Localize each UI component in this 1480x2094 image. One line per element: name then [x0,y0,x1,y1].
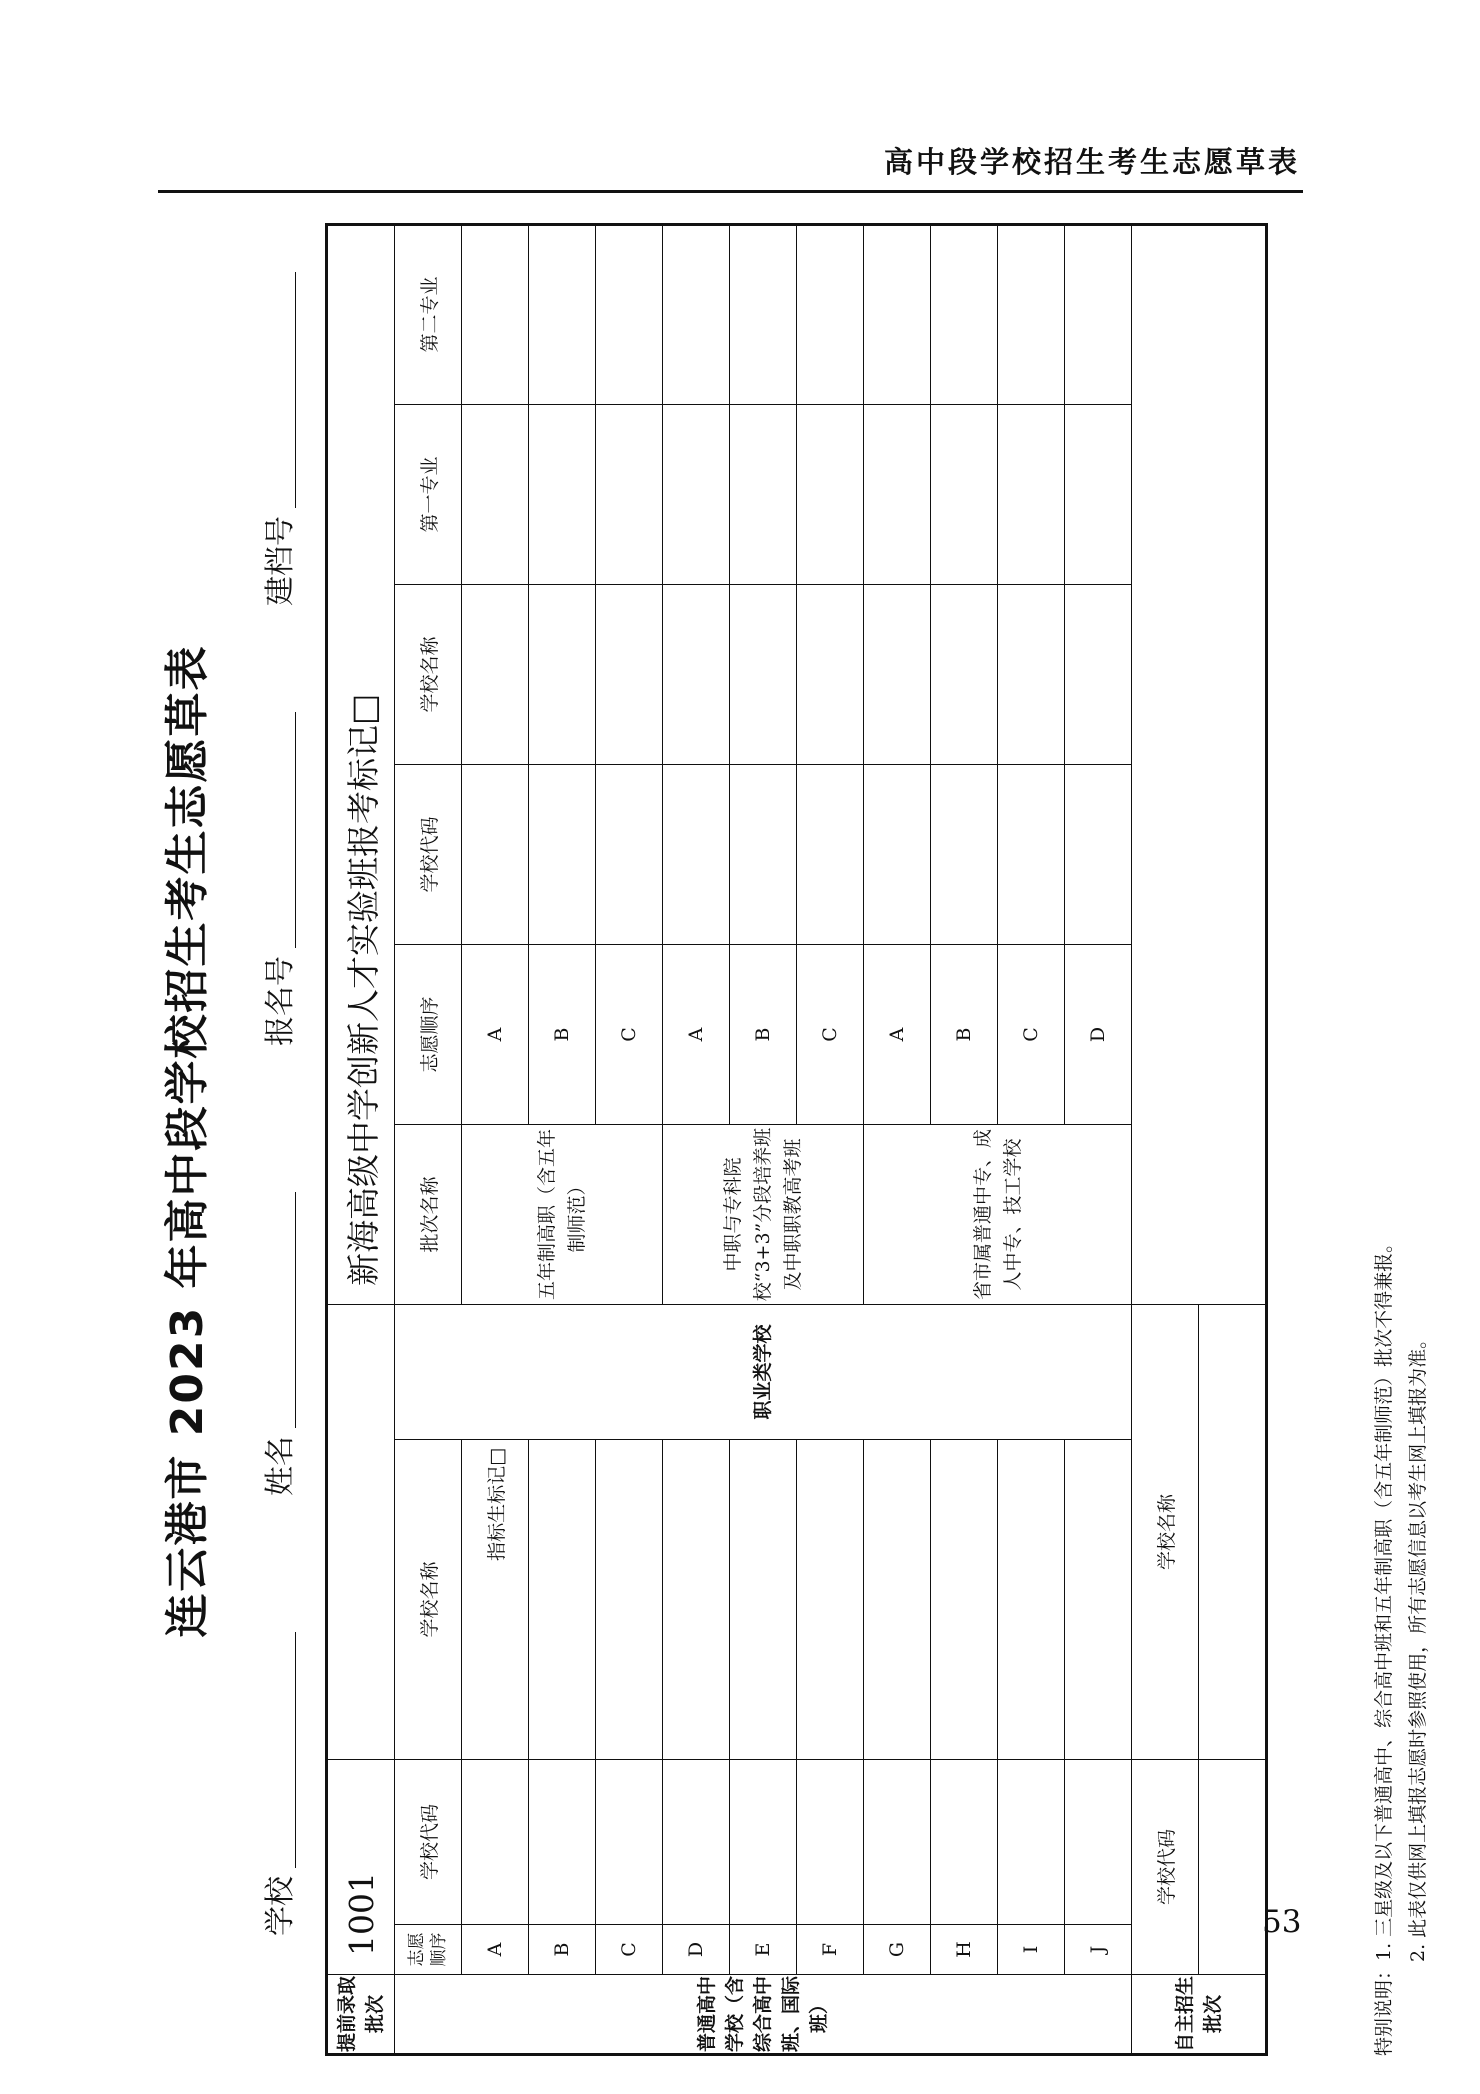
early-batch-label: 提前录取批次 [327,1975,395,2055]
self-enroll-label: 自主招生批次 [1132,1975,1267,2055]
notes [1367,226,1435,2056]
voc-order: B [529,944,596,1124]
general-name-cell[interactable] [529,1439,596,1759]
voc-order: D [1065,944,1132,1124]
table-row [462,224,529,2054]
school-field: 学校 [251,1632,311,1936]
header-rule [158,190,1303,193]
voc-order: A [462,944,529,1124]
general-code-cell[interactable] [1065,1759,1132,1924]
general-order: I [998,1925,1065,1975]
voc-name-cell[interactable] [1065,584,1132,764]
voc-header-batch: 批次名称 [395,1124,462,1304]
running-head: 高中段学校招生考生志愿草表 [883,145,1300,179]
general-name-cell[interactable] [730,1439,797,1759]
voc-code-cell[interactable] [663,764,730,944]
general-name-cell[interactable] [596,1439,663,1759]
table-row [864,224,931,2054]
general-order: B [529,1925,596,1975]
general-order: F [797,1925,864,1975]
voc-major2-cell[interactable] [1065,224,1132,404]
voc-major1-cell[interactable] [797,404,864,584]
general-order: C [596,1925,663,1975]
self-enroll-row [1132,224,1199,2054]
school-blank[interactable] [255,1632,296,1868]
voc-name-cell[interactable] [998,584,1065,764]
voc-major1-cell[interactable] [663,404,730,584]
general-name-cell[interactable] [663,1439,730,1759]
voc-code-cell[interactable] [529,764,596,944]
voc-major2-cell[interactable] [797,224,864,404]
general-code-cell[interactable] [797,1759,864,1924]
voc-order: C [998,944,1065,1124]
voc-order: B [931,944,998,1124]
file-no-blank[interactable] [255,272,296,508]
voc-code-cell[interactable] [864,764,931,944]
vocational-section-label: 职业类学校 [395,1304,1132,1439]
voc-order: B [730,944,797,1124]
reg-no-blank[interactable] [255,712,296,948]
voc-header-major1: 第一专业 [395,404,462,584]
early-batch-row [327,224,395,2054]
voc-major1-cell[interactable] [864,404,931,584]
early-batch-description: 新海高级中学创新人才实验班报考标记□ [327,224,395,1304]
voc-major2-cell[interactable] [730,224,797,404]
name-blank[interactable] [255,1192,296,1428]
general-code-cell[interactable] [931,1759,998,1924]
voc-name-cell[interactable] [730,584,797,764]
general-order: J [1065,1925,1132,1975]
self-enroll-name-header: 学校名称 [1132,1304,1199,1759]
voc-batch-name: 中职与专科院校“3+3”分段培养班及中职职教高考班 [663,1124,864,1304]
early-batch-school-code: 1001 [327,1759,395,1974]
voc-order: A [663,944,730,1124]
voc-major2-cell[interactable] [529,224,596,404]
voc-major2-cell[interactable] [663,224,730,404]
note-1: 特别说明：1. 三星级及以下普通高中、综合高中班和五年制高职（含五年制师范）批次不得兼报。 [1373,1233,1395,2056]
voc-header-name: 学校名称 [395,584,462,764]
application-form [155,226,1445,2056]
general-code-cell[interactable] [462,1759,529,1924]
voc-order: C [797,944,864,1124]
voc-major1-cell[interactable] [931,404,998,584]
voc-header-code: 学校代码 [395,764,462,944]
voc-code-cell[interactable] [462,764,529,944]
general-code-cell[interactable] [864,1759,931,1924]
voc-major1-cell[interactable] [1065,404,1132,584]
voc-name-cell[interactable] [797,584,864,764]
general-code-cell[interactable] [663,1759,730,1924]
voc-batch-name: 五年制高职（含五年制师范） [462,1124,663,1304]
general-section-label: 普通高中学校（含综合高中班、国际班） [395,1975,1132,2055]
general-name-cell[interactable] [931,1439,998,1759]
self-enroll-code-cell[interactable] [1199,1759,1267,1974]
voc-order: A [864,944,931,1124]
general-code-cell[interactable] [730,1759,797,1924]
general-order: E [730,1925,797,1975]
voc-major2-cell[interactable] [931,224,998,404]
general-order: D [663,1925,730,1975]
quota-mark: 指标生标记□ [462,1439,529,1759]
voc-major1-cell[interactable] [730,404,797,584]
general-name-cell[interactable] [864,1439,931,1759]
self-enroll-code-header: 学校代码 [1132,1759,1199,1974]
general-name-cell[interactable] [998,1439,1065,1759]
voc-major2-cell[interactable] [864,224,931,404]
student-info-line [251,226,311,2056]
general-code-cell[interactable] [998,1759,1065,1924]
reg-no-field: 报名号 [251,712,311,1046]
voc-name-cell[interactable] [462,584,529,764]
name-field: 姓名 [251,1192,311,1496]
voc-major1-cell[interactable] [462,404,529,584]
note-2: 2. 此表仅供网上填报志愿时参照使用，所有志愿信息以考生网上填报为准。 [1407,1329,1429,1962]
voc-name-cell[interactable] [596,584,663,764]
voc-major1-cell[interactable] [529,404,596,584]
voc-major2-cell[interactable] [462,224,529,404]
early-batch-blank[interactable] [327,1304,395,1759]
voc-code-cell[interactable] [797,764,864,944]
voc-header-order: 志愿顺序 [395,944,462,1124]
general-header-name: 学校名称 [395,1439,462,1759]
voc-major2-cell[interactable] [596,224,663,404]
general-code-cell[interactable] [596,1759,663,1924]
form-title: 连云港市 2023 年高中段学校招生考生志愿草表 [162,644,213,1638]
voc-name-cell[interactable] [864,584,931,764]
file-no-field: 建档号 [251,272,311,606]
general-header-order: 志愿顺序 [395,1925,462,1975]
preference-table [325,223,1268,2056]
general-order: G [864,1925,931,1975]
general-code-cell[interactable] [529,1759,596,1924]
self-enroll-blank[interactable] [1132,224,1267,1304]
voc-major1-cell[interactable] [596,404,663,584]
voc-major1-cell[interactable] [998,404,1065,584]
general-header-code: 学校代码 [395,1759,462,1924]
voc-batch-name: 省市属普通中专、成人中专、技工学校 [864,1124,1132,1304]
voc-code-cell[interactable] [596,764,663,944]
general-order: A [462,1925,529,1975]
voc-name-cell[interactable] [663,584,730,764]
general-order: H [931,1925,998,1975]
voc-header-major2: 第二专业 [395,224,462,404]
general-name-cell[interactable] [797,1439,864,1759]
voc-major2-cell[interactable] [998,224,1065,404]
self-enroll-name-cell[interactable] [1199,1304,1267,1759]
voc-order: C [596,944,663,1124]
table-row [663,224,730,2054]
general-name-cell[interactable] [1065,1439,1132,1759]
voc-code-cell[interactable] [931,764,998,944]
voc-code-cell[interactable] [1065,764,1132,944]
header-row [395,224,462,2054]
voc-code-cell[interactable] [730,764,797,944]
voc-name-cell[interactable] [529,584,596,764]
page-number: 53 [1262,1904,1302,1940]
voc-name-cell[interactable] [931,584,998,764]
voc-code-cell[interactable] [998,764,1065,944]
